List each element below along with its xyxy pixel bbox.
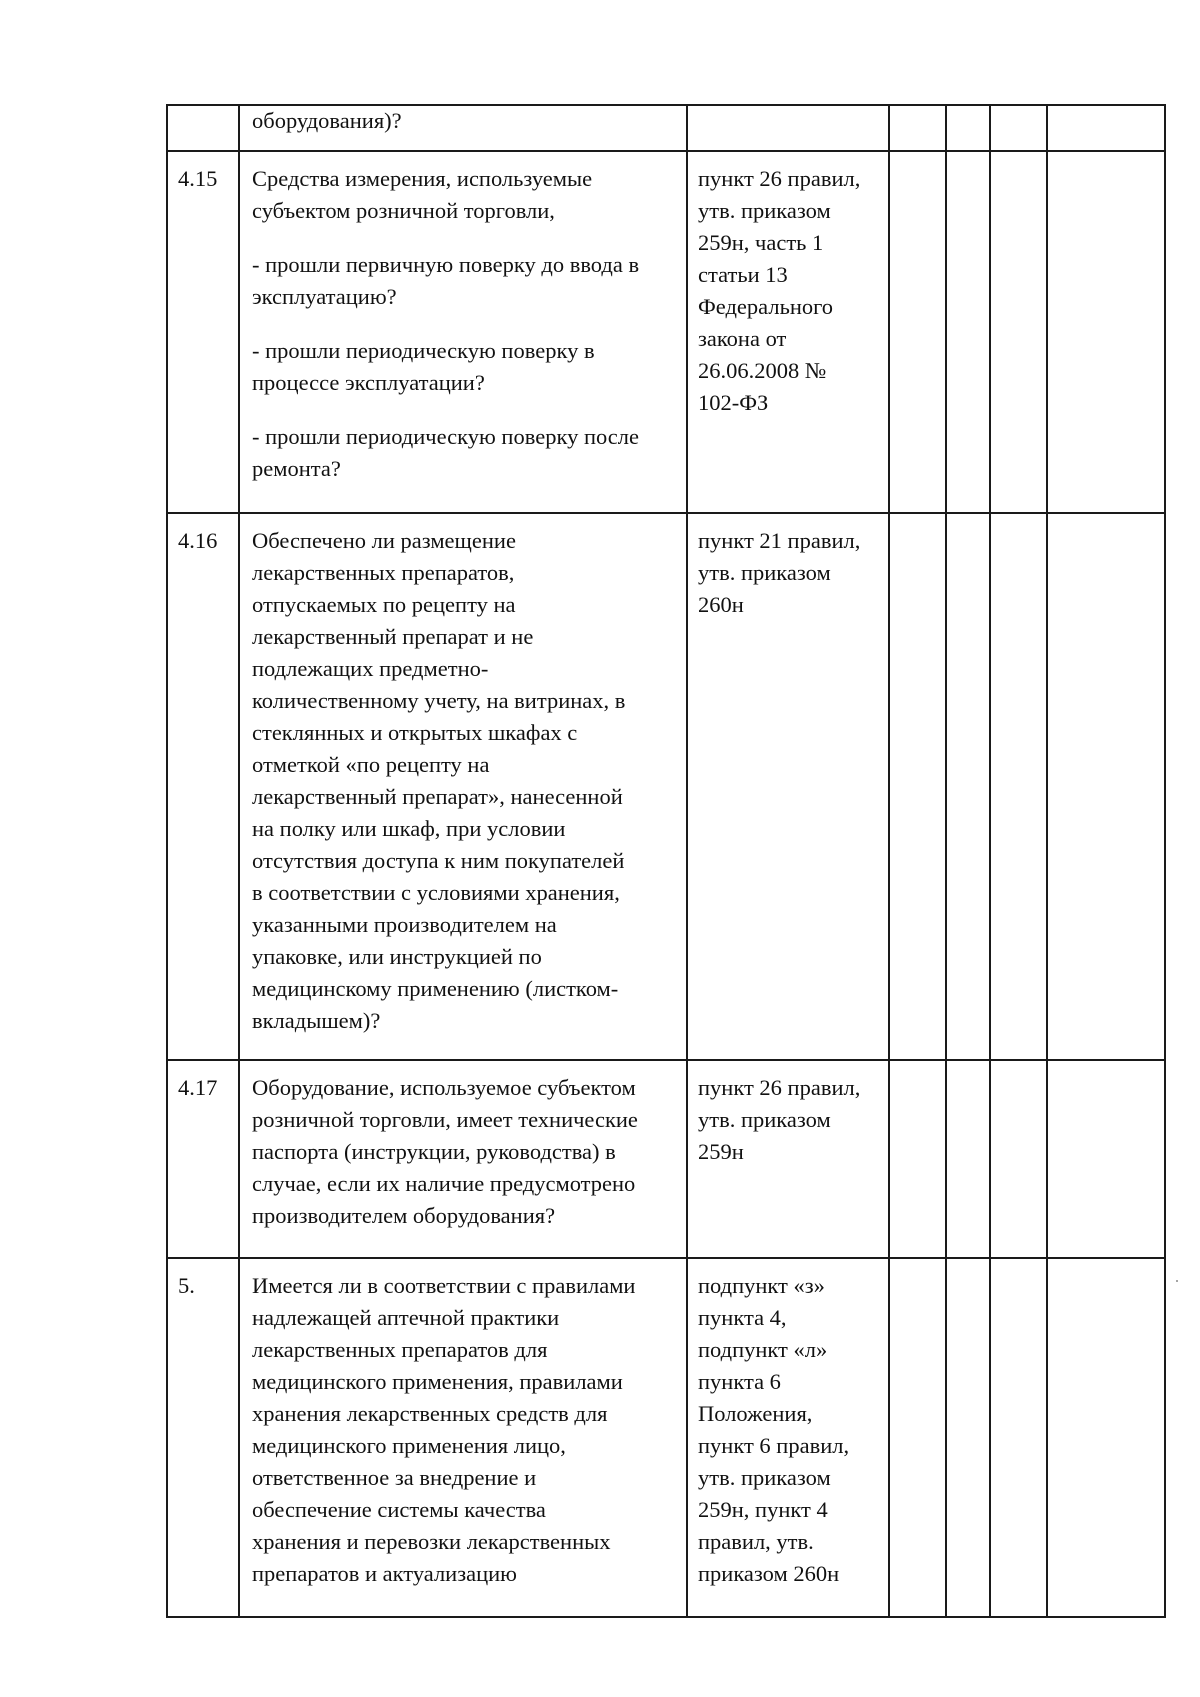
question-cell — [239, 1060, 687, 1258]
reference-line: 102-ФЗ — [698, 390, 769, 415]
reference-line: подпункт «з» — [698, 1273, 825, 1298]
question-paragraph — [252, 421, 676, 485]
reference-line: пункта 6 — [698, 1369, 781, 1394]
reference-line: 259н, пункт 4 — [698, 1497, 828, 1522]
legal-reference-cell — [687, 105, 889, 151]
question-paragraph — [252, 1270, 676, 1590]
question-line: процессе эксплуатации? — [252, 370, 485, 395]
question-line: вкладышем)? — [252, 1008, 381, 1033]
answer-yes-cell — [889, 1258, 946, 1617]
reference-line: утв. приказом — [698, 560, 831, 585]
item-number-cell: 4.16 — [167, 513, 239, 1060]
reference-line: закона от — [698, 326, 787, 351]
question-line: розничной торговли, имеет технические — [252, 1107, 638, 1132]
notes-cell — [1047, 513, 1165, 1060]
question-cell — [239, 151, 687, 513]
answer-na-cell — [990, 105, 1047, 151]
question-cell — [239, 513, 687, 1060]
table-row — [167, 105, 1165, 151]
table-row — [167, 151, 1165, 513]
checklist-table — [166, 104, 1166, 1618]
notes-cell — [1047, 1060, 1165, 1258]
answer-yes-cell — [889, 513, 946, 1060]
reference-line: 26.06.2008 № — [698, 358, 827, 383]
reference-line: приказом 260н — [698, 1561, 840, 1586]
question-line: упаковке, или инструкцией по — [252, 944, 542, 969]
question-line: медицинского применения лицо, — [252, 1433, 566, 1458]
answer-na-cell — [990, 151, 1047, 513]
reference-line: 259н — [698, 1139, 744, 1164]
reference-line: пункт 26 правил, — [698, 1075, 861, 1100]
reference-line: утв. приказом — [698, 1465, 831, 1490]
reference-line: 260н — [698, 592, 744, 617]
reference-line: пункт 6 правил, — [698, 1433, 850, 1458]
question-line: обеспечение системы качества — [252, 1497, 546, 1522]
table-row — [167, 513, 1165, 1060]
question-line: в соответствии с условиями хранения, — [252, 880, 620, 905]
question-line: медицинского применения, правилами — [252, 1369, 623, 1394]
question-paragraph — [252, 249, 676, 313]
answer-no-cell — [946, 1258, 990, 1617]
notes-cell — [1047, 1258, 1165, 1617]
answer-no-cell — [946, 105, 990, 151]
answer-yes-cell — [889, 1060, 946, 1258]
question-line: лекарственных препаратов для — [252, 1337, 548, 1362]
question-paragraph — [252, 163, 676, 227]
reference-line: подпункт «л» — [698, 1337, 828, 1362]
question-line: - прошли периодическую поверку после — [252, 424, 639, 449]
checklist-body — [167, 105, 1165, 1617]
question-line: Оборудование, используемое субъектом — [252, 1075, 636, 1100]
table-row — [167, 1060, 1165, 1258]
question-line: лекарственный препарат», нанесенной — [252, 784, 623, 809]
question-line: производителем оборудования? — [252, 1203, 556, 1228]
question-line: подлежащих предметно- — [252, 656, 489, 681]
question-line: случае, если их наличие предусмотрено — [252, 1171, 636, 1196]
question-paragraph — [252, 525, 676, 1037]
question-line: паспорта (инструкции, руководства) в — [252, 1139, 616, 1164]
question-line: отметкой «по рецепту на — [252, 752, 490, 777]
legal-reference-cell — [687, 513, 889, 1060]
question-line: хранения и перевозки лекарственных — [252, 1529, 611, 1554]
question-line: ремонта? — [252, 456, 341, 481]
item-number-cell: 5. — [167, 1258, 239, 1617]
item-number-cell — [167, 105, 239, 151]
table-row — [167, 1258, 1165, 1617]
reference-line: пункта 4, — [698, 1305, 787, 1330]
question-paragraph — [252, 1072, 676, 1232]
answer-na-cell — [990, 1060, 1047, 1258]
reference-line: пункт 21 правил, — [698, 528, 861, 553]
question-paragraph — [252, 335, 676, 399]
question-line: хранения лекарственных средств для — [252, 1401, 608, 1426]
answer-na-cell — [990, 1258, 1047, 1617]
question-line: на полку или шкаф, при условии — [252, 816, 566, 841]
question-paragraph — [252, 106, 676, 136]
answer-yes-cell — [889, 151, 946, 513]
reference-line: утв. приказом — [698, 1107, 831, 1132]
reference-line: Федерального — [698, 294, 834, 319]
legal-reference-cell — [687, 151, 889, 513]
reference-line: 259н, часть 1 — [698, 230, 824, 255]
question-line: - прошли периодическую поверку в — [252, 338, 595, 363]
scan-speck — [1176, 1280, 1178, 1282]
legal-reference-cell — [687, 1258, 889, 1617]
legal-reference-cell — [687, 1060, 889, 1258]
answer-no-cell — [946, 151, 990, 513]
reference-line: утв. приказом — [698, 198, 831, 223]
question-line: стеклянных и открытых шкафах с — [252, 720, 578, 745]
question-line: надлежащей аптечной практики — [252, 1305, 560, 1330]
question-line: Имеется ли в соответствии с правилами — [252, 1273, 636, 1298]
reference-line: пункт 26 правил, — [698, 166, 861, 191]
question-line: эксплуатацию? — [252, 284, 397, 309]
question-line: количественному учету, на витринах, в — [252, 688, 626, 713]
answer-no-cell — [946, 513, 990, 1060]
question-cell — [239, 1258, 687, 1617]
question-line: - прошли первичную поверку до ввода в — [252, 252, 640, 277]
question-line: Средства измерения, используемые — [252, 166, 593, 191]
question-line: отпускаемых по рецепту на — [252, 592, 516, 617]
question-line: ответственное за внедрение и — [252, 1465, 537, 1490]
question-cell — [239, 105, 687, 151]
answer-yes-cell — [889, 105, 946, 151]
question-line: отсутствия доступа к ним покупателей — [252, 848, 625, 873]
question-line: Обеспечено ли размещение — [252, 528, 516, 553]
answer-na-cell — [990, 513, 1047, 1060]
question-line: лекарственных препаратов, — [252, 560, 515, 585]
reference-line: Положения, — [698, 1401, 813, 1426]
notes-cell — [1047, 151, 1165, 513]
question-line: медицинскому применению (листком- — [252, 976, 619, 1001]
item-number-cell: 4.17 — [167, 1060, 239, 1258]
notes-cell — [1047, 105, 1165, 151]
question-line: препаратов и актуализацию — [252, 1561, 517, 1586]
question-line: указанными производителем на — [252, 912, 557, 937]
answer-no-cell — [946, 1060, 990, 1258]
question-line: лекарственный препарат и не — [252, 624, 534, 649]
question-line: оборудования)? — [252, 108, 402, 133]
question-line: субъектом розничной торговли, — [252, 198, 555, 223]
reference-line: статьи 13 — [698, 262, 788, 287]
item-number-cell: 4.15 — [167, 151, 239, 513]
reference-line: правил, утв. — [698, 1529, 814, 1554]
